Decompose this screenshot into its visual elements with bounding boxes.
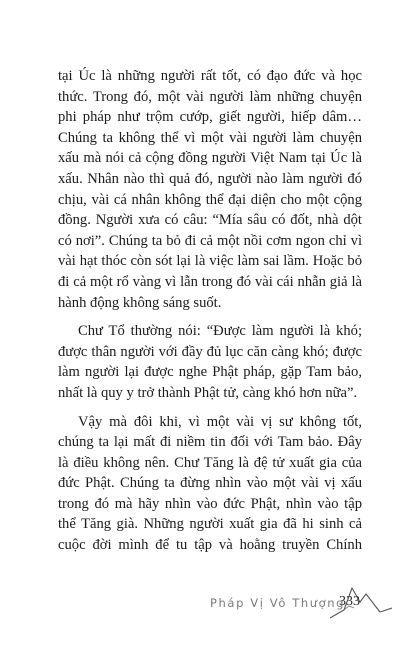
page-footer bbox=[0, 578, 420, 638]
text-line: xấu mà nói cả cộng đồng người Việt Nam tại Úc là bbox=[58, 150, 362, 167]
text-line: làm người lại được nghe Phật pháp, gặp Tam bảo, bbox=[58, 364, 362, 381]
text-line: phi pháp như trộm cướp, giết người, hiếp dâm… bbox=[58, 109, 362, 126]
text-line: có nơi”. Chúng ta bỏ đi cả một nồi cơm ngon chỉ vì bbox=[58, 232, 362, 249]
book-title: Pháp Vị Vô Thượng bbox=[210, 596, 346, 610]
text-line: đi cả một rổ vàng vì lẫn trong đó vài cái nhẫn giả là bbox=[58, 273, 362, 290]
text-line: chịu, vài cá nhân không thể đại diện cho một cộng bbox=[58, 191, 362, 208]
paragraph-gap bbox=[58, 404, 362, 412]
text-line: tại Úc là những người rất tốt, có đạo đức và học bbox=[58, 68, 362, 84]
text-line: xấu. Nhân nào thì quả đó, người nào làm người đó bbox=[58, 170, 362, 187]
text-line: là điều không nên. Chư Tăng là đệ tử xuất gia của bbox=[58, 454, 362, 471]
text-line: trong đó mà hãy nhìn vào đức Phật, nhìn vào tập bbox=[58, 495, 362, 512]
text-line: thể Tăng già. Những người xuất gia đã hi sinh cả bbox=[58, 516, 362, 533]
text-line: đức Phật. Chúng ta đừng nhìn vào một vài vị xấu bbox=[58, 475, 362, 492]
text-line: đồng. Người xưa có câu: “Mía sâu có đốt, nhà dột bbox=[58, 212, 362, 229]
text-line: Chư Tổ thường nói: “Được làm người là khó; bbox=[78, 323, 362, 340]
paragraph-gap bbox=[58, 313, 362, 321]
text-line: chúng ta lại mất đi niềm tin đối với Tam bảo. Đây bbox=[58, 434, 362, 451]
text-line: thức. Trong đó, một vài người làm những chuyện bbox=[58, 88, 362, 105]
text-line: hành động không sáng suốt. bbox=[58, 294, 222, 311]
body-text bbox=[58, 66, 362, 556]
text-line: vài hạt thóc còn sót lại là việc làm sai lầm. Hoặc bỏ bbox=[58, 253, 362, 270]
text-line: Vậy mà đôi khi, vì một vài vị sư không tốt, bbox=[78, 413, 362, 430]
text-line: Chúng ta không thể vì một vài người làm chuyện bbox=[58, 129, 362, 146]
page-number: 333 bbox=[339, 594, 360, 609]
text-line: được thân người với đầy đủ lục căn càng khó; được bbox=[58, 343, 362, 360]
text-line: nhất là quy y trở thành Phật tử, càng khó hơn nữa”. bbox=[58, 384, 358, 401]
text-line: cuộc đời mình để tu tập và hoằng truyền Chính bbox=[58, 537, 362, 554]
